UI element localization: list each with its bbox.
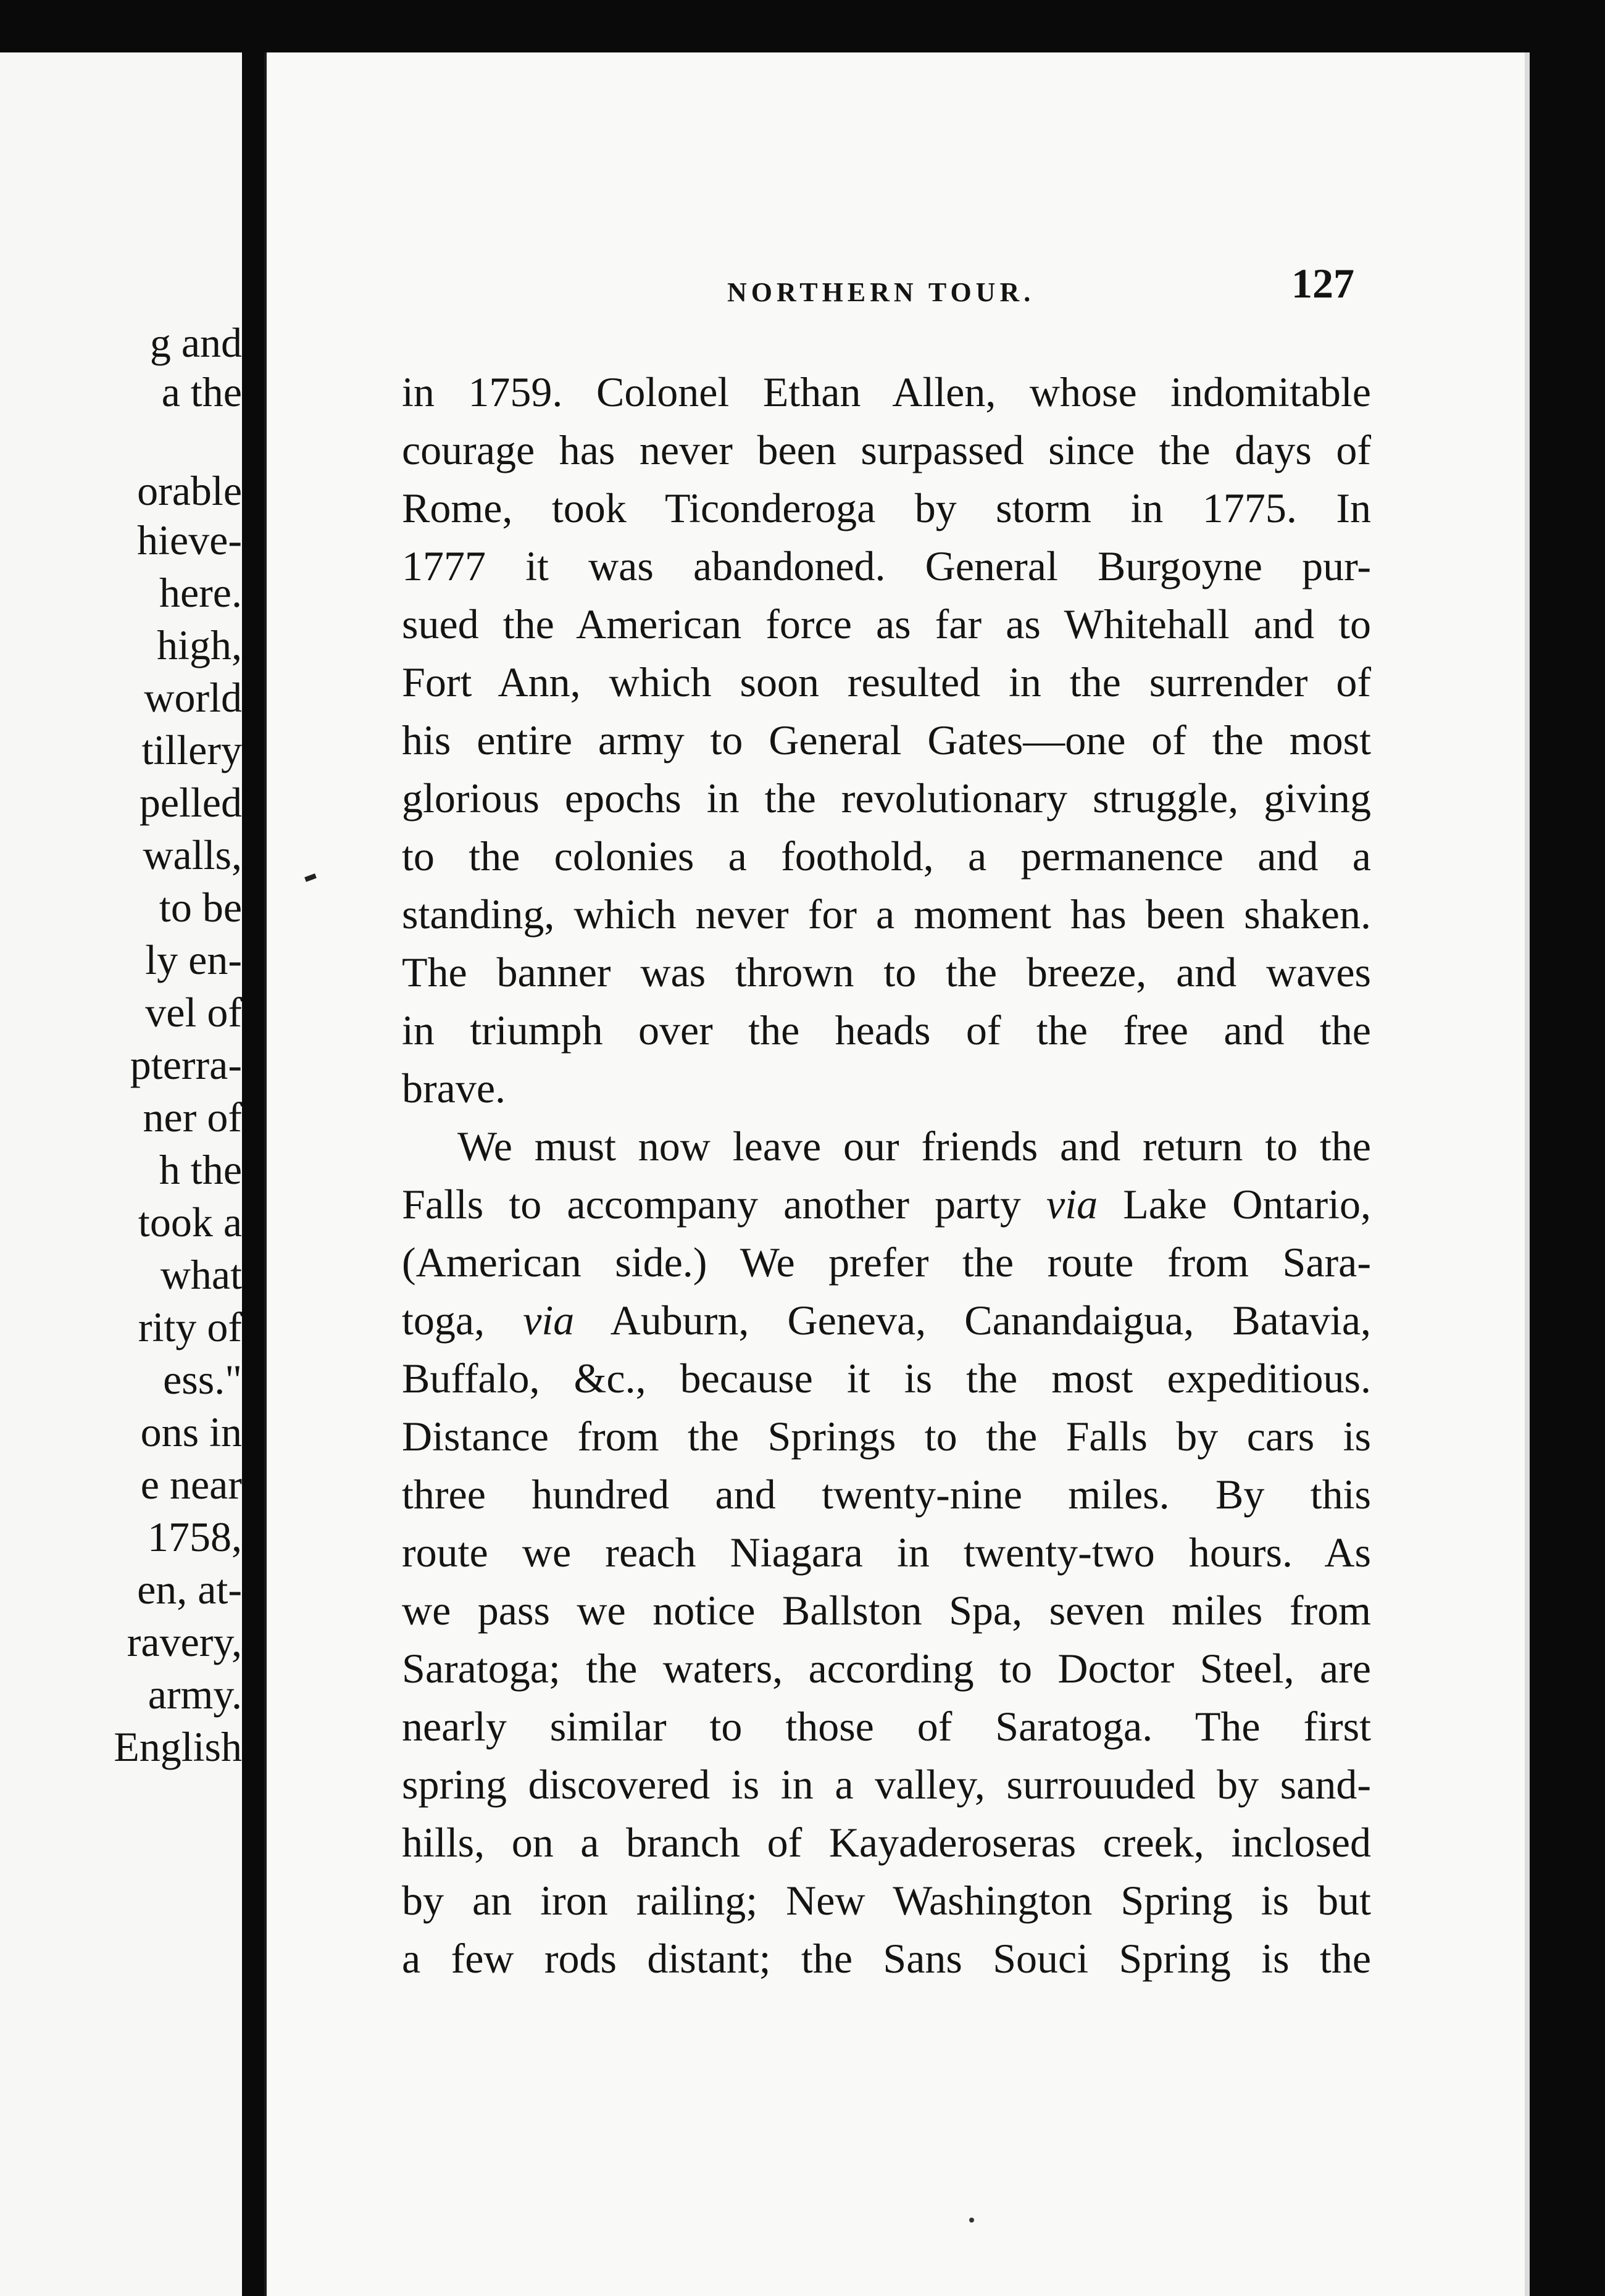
text-line: by an iron railing; New Washington Spring is but	[402, 1877, 1371, 1924]
text-line: nearly similar to those of Saratoga. The first	[402, 1703, 1371, 1750]
italic-via: via	[523, 1297, 575, 1344]
left-page	[0, 52, 242, 2296]
body-text	[402, 363, 1371, 1987]
left-page-line: walls,	[143, 831, 242, 878]
text-line: 1777 it was abandoned. General Burgoyne pur-	[402, 543, 1371, 589]
text-line: to the colonies a foothold, a permanence and a	[402, 833, 1371, 880]
left-page-line: ly en-	[145, 936, 242, 983]
left-page-line: orable	[137, 467, 242, 514]
left-page-line: e near	[140, 1461, 242, 1508]
text-line: We must now leave our friends and return to the	[457, 1123, 1371, 1170]
left-page-line: 1758,	[148, 1513, 242, 1560]
text-line: courage has never been surpassed since the days of	[402, 426, 1371, 473]
left-page-line: pelled	[139, 779, 242, 826]
text-line: Buffalo, &c., because it is the most expeditious.	[402, 1355, 1371, 1402]
text-line: three hundred and twenty-nine miles. By this	[402, 1471, 1371, 1518]
left-page-line: English	[114, 1723, 242, 1770]
text-line: Fort Ann, which soon resulted in the surrender of	[402, 659, 1371, 705]
text-line: in 1759. Colonel Ethan Allen, whose indomitable	[402, 368, 1371, 415]
left-page-line: vel of	[145, 989, 242, 1036]
text-line: we pass we notice Ballston Spa, seven miles from	[402, 1587, 1371, 1634]
page-number: 127	[1291, 260, 1354, 307]
text-line	[402, 1175, 1371, 1233]
text-line: hills, on a branch of Kayaderoseras creek, inclosed	[402, 1819, 1371, 1866]
text-line: standing, which never for a moment has been shaken.	[402, 891, 1371, 938]
text-line: glorious epochs in the revolutionary struggle, giving	[402, 775, 1371, 821]
ink-dot	[969, 2218, 974, 2223]
left-page-line: hieve-	[137, 517, 242, 564]
text-line: route we reach Niagara in twenty-two hours. As	[402, 1529, 1371, 1576]
text-line: Saratoga; the waters, according to Doctor Steel, are	[402, 1645, 1371, 1692]
italic-via: via	[1046, 1181, 1098, 1228]
text-line: a few rods distant; the Sans Souci Spring is the	[402, 1935, 1371, 1982]
text-line: spring discovered is in a valley, surrouuded by sand-	[402, 1761, 1371, 1808]
left-page-line: rity of	[138, 1304, 242, 1350]
left-page-line: high,	[157, 622, 242, 668]
text-line: his entire army to General Gates—one of the most	[402, 717, 1371, 763]
text-run: Lake Ontario,	[1098, 1181, 1371, 1228]
book-gutter	[242, 52, 264, 2296]
text-line: brave.	[402, 1065, 506, 1112]
left-page-line: en, at-	[137, 1566, 242, 1613]
paragraph-2	[402, 1117, 1371, 1987]
left-page-line: world	[144, 674, 242, 721]
left-page-line: took a	[138, 1199, 242, 1246]
left-page-line: a the	[161, 368, 242, 415]
left-page-line: ner of	[143, 1094, 242, 1141]
left-page-text	[0, 52, 242, 2296]
left-page-line: what	[160, 1251, 242, 1298]
text-run: toga,	[402, 1297, 523, 1344]
left-page-line: ess."	[163, 1356, 242, 1403]
text-line	[402, 1291, 1371, 1349]
left-page-line: pterra-	[130, 1041, 242, 1088]
text-run: Auburn, Geneva, Canandaigua, Batavia,	[574, 1297, 1372, 1344]
text-line: (American side.) We prefer the route from Sara-	[402, 1239, 1371, 1286]
text-line: The banner was thrown to the breeze, and waves	[402, 949, 1371, 996]
text-run: Falls to accompany another party	[402, 1181, 1047, 1228]
running-head: NORTHERN TOUR.	[727, 277, 1035, 307]
left-page-line: to be	[159, 884, 242, 931]
text-line: in triumph over the heads of the free and the	[402, 1007, 1371, 1054]
text-line: Rome, took Ticonderoga by storm in 1775. In	[402, 485, 1371, 531]
left-page-line: g and	[149, 319, 242, 366]
left-page-line: ons in	[140, 1408, 242, 1455]
text-line: Distance from the Springs to the Falls by cars is	[402, 1413, 1371, 1460]
left-page-line: h the	[159, 1146, 242, 1193]
left-page-line: ravery,	[127, 1618, 242, 1665]
left-page-line: here.	[159, 569, 242, 616]
left-page-line: tillery	[141, 726, 242, 773]
scan-border	[1530, 0, 1605, 2296]
left-page-line: army.	[148, 1671, 242, 1718]
paragraph-1	[402, 363, 1371, 1117]
text-line: sued the American force as far as Whitehall and to	[402, 601, 1371, 647]
